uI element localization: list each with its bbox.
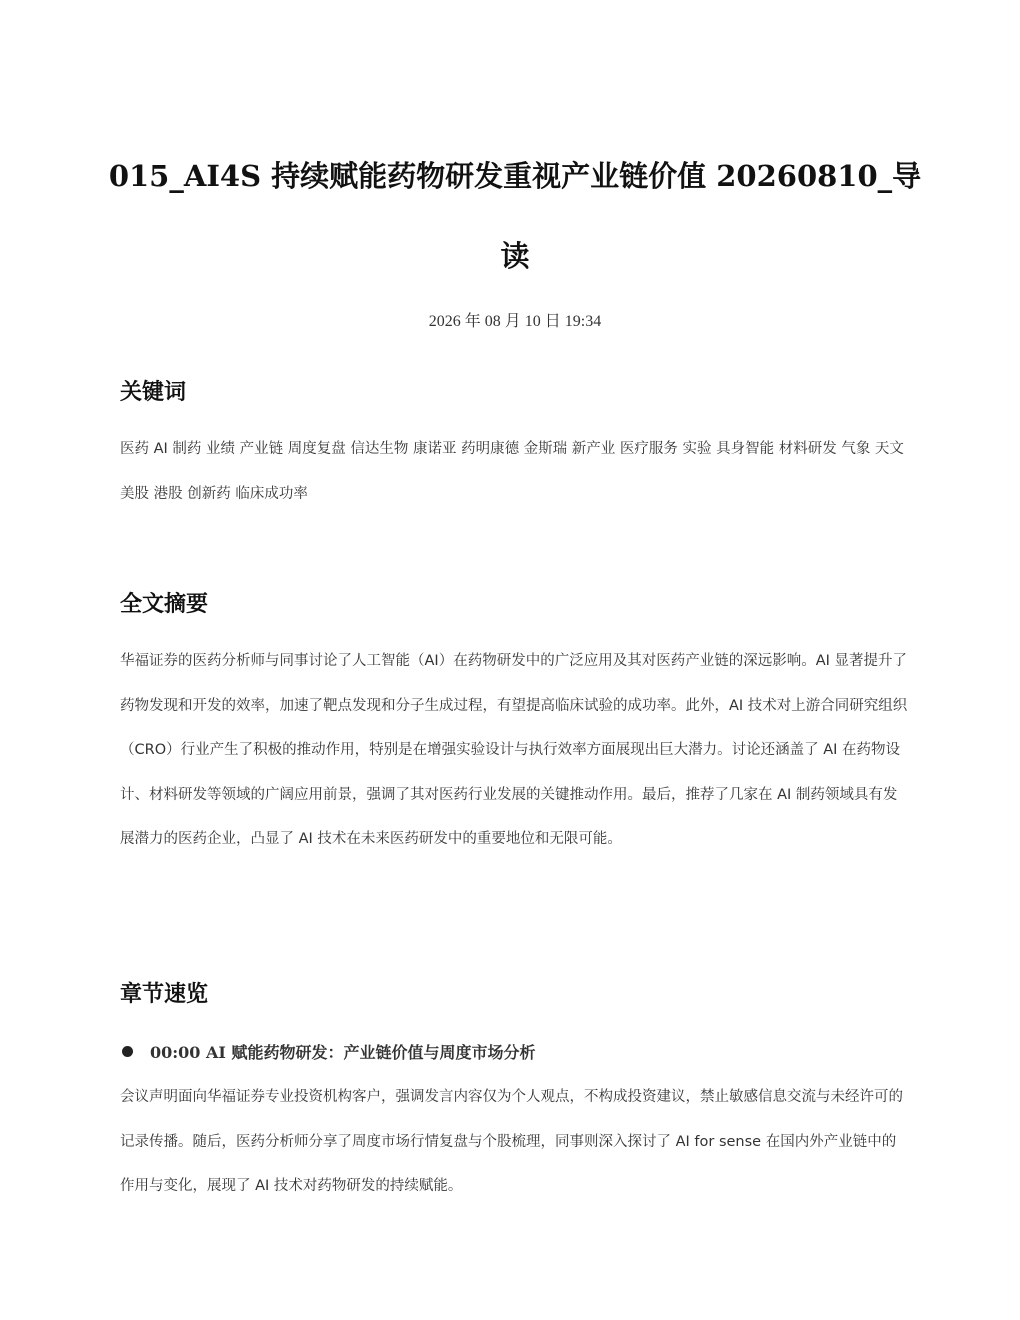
chapter-item-title: 00:00 AI 赋能药物研发：产业链价值与周度市场分析: [150, 1042, 536, 1062]
summary-text: 华福证券的医药分析师与同事讨论了人工智能（AI）在药物研发中的广泛应用及其对医药产业链的深远影响。AI 显著提升了药物发现和开发的效率，加速了靶点发现和分子生成过程，有望提高临床试验的成功率。此外，AI 技术对上游合同研究组织（CRO）行业产生了积极的推动作用，特别是在增强实验设计与执行效率方面展现出巨大潜力。讨论还涵盖了 AI 在药物设计、材料研发等领域的广阔应用前景，强调了其对医药行业发展的关键推动作用。最后，推荐了几家在 AI 制药领域具有发展潜力的医药企业，凸显了 AI 技术在未来医药研发中的重要地位和无限可能。: [120, 653, 908, 848]
summary-heading: 全文摘要: [120, 592, 209, 617]
chapter-item-header: [120, 1036, 910, 1066]
chapters-heading: 章节速览: [120, 982, 209, 1007]
keywords-text: 医药 AI 制药 业绩 产业链 周度复盘 信达生物 康诺亚 药明康德 金斯瑞 新产业 医疗服务 实验 具身智能 材料研发 气象 天文 美股 港股 创新药 临床成功率: [120, 441, 904, 502]
keywords-heading: 关键词: [120, 380, 187, 405]
document-title: 015_AI4S 持续赋能药物研发重视产业链价值 20260810_导读: [108, 159, 922, 273]
document-datetime: 2026 年 08 月 10 日 19:34: [428, 313, 602, 330]
chapter-item-text: 会议声明面向华福证券专业投资机构客户，强调发言内容仅为个人观点，不构成投资建议，禁止敏感信息交流与未经许可的记录传播。随后，医药分析师分享了周度市场行情复盘与个股梳理，同事则深入探讨了 AI for sense 在国内外产业链中的作用与变化，展现了 AI 技术对药物研发的持续赋能。: [120, 1089, 903, 1195]
bullet-icon: [122, 1046, 133, 1057]
